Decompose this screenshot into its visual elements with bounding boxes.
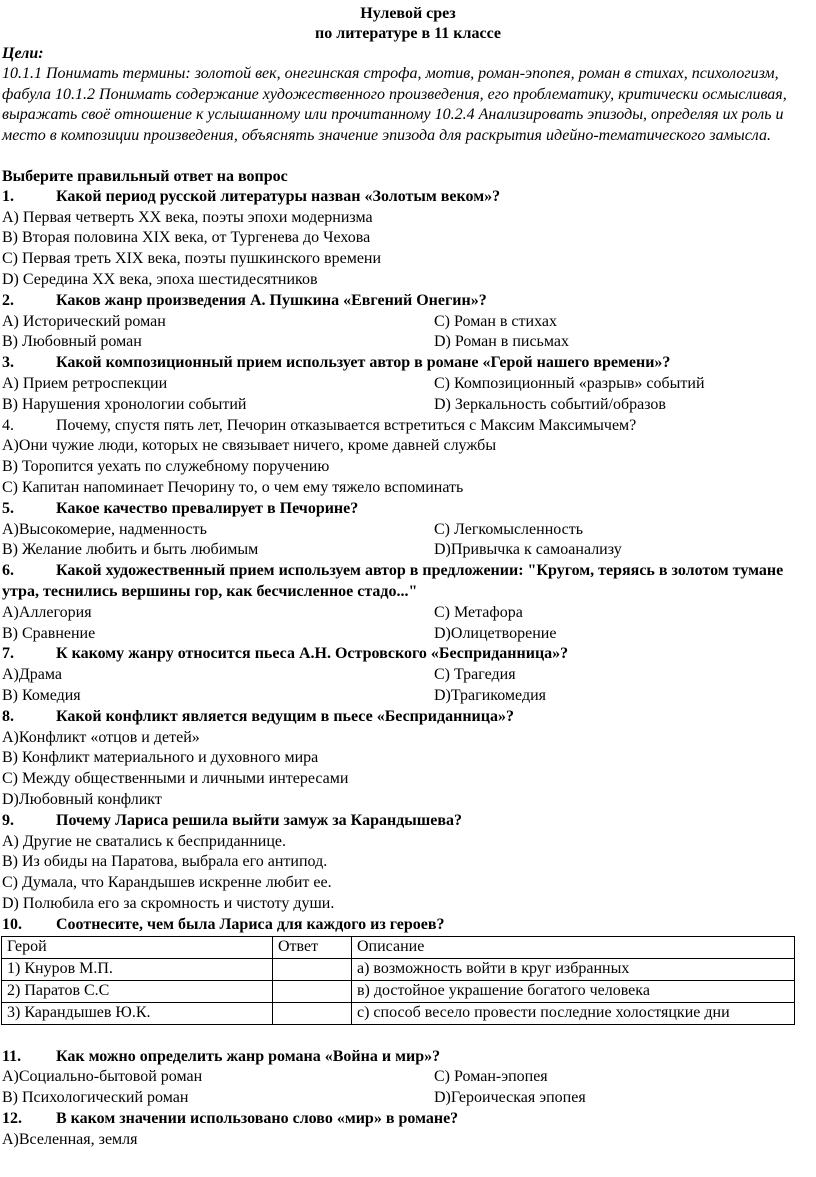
question-8 <box>0 707 816 728</box>
table-cell: 1) Кнуров М.П. <box>2 958 273 980</box>
answer-option: A)Высокомерие, надменность <box>2 520 207 538</box>
goals-text: 10.1.1 Понимать термины: золотой век, онегинская строфа, мотив, роман-эпопея, роман в стихах, психологизм, фабула 10.1.2 Понимать содержание художественного произведения, его проблематику, критически осмысливая, выражать своё отношение к услышанному или прочитанному 10.2.4 Анализировать эпизоды, определяя их роль и место в композиции произведения, объяснять значение эпизода для раскрытия идейно-тематического замысла. <box>2 65 787 145</box>
question-number: 3. <box>2 354 14 372</box>
question-text: Какой конфликт является ведущим в пьесе «Бесприданница»? <box>56 707 514 725</box>
question-text: Почему Лариса решила выйти замуж за Карандышева? <box>56 811 463 829</box>
answer-option: A)Вселенная, земля <box>2 1130 138 1148</box>
answer-option: C) Первая треть XIX века, поэты пушкинского времени <box>2 250 382 268</box>
answer-option: A) Прием ретроспекции <box>2 374 168 392</box>
answer-option: C) Трагедия <box>434 666 516 684</box>
answer-row <box>0 332 816 353</box>
question-number: 12. <box>2 1109 22 1127</box>
answer-option: B) Любовный роман <box>2 333 142 351</box>
question-text: Почему, спустя пять лет, Печорин отказывается встретиться с Максим Максимычем? <box>56 416 637 434</box>
answer-option: B) Комедия <box>2 686 81 704</box>
table-row <box>2 980 795 1002</box>
answer-option: A)Социально-бытовой роман <box>2 1068 203 1086</box>
question-text: Соотнесите, чем была Лариса для каждого из героев? <box>56 915 445 933</box>
question-text: Как можно определить жанр романа «Война и мир»? <box>56 1047 441 1065</box>
question-text: В каком значении использовано слово «мир» в романе? <box>56 1109 459 1127</box>
question-4 <box>0 416 816 437</box>
table-row <box>2 1002 795 1024</box>
question-number: 10. <box>2 915 22 933</box>
table-header-row <box>2 936 795 958</box>
question-number: 1. <box>2 187 14 205</box>
answer-option: B) Торопится уехать по служебному поручению <box>2 458 330 476</box>
answer-option: D)Олицетворение <box>434 624 557 642</box>
question-number: 7. <box>2 645 14 663</box>
answer-row <box>0 395 816 416</box>
answer-option: C) Легкомысленность <box>434 520 584 538</box>
document-subtitle: по литературе в 11 классе <box>315 25 501 42</box>
answer-option: C) Между общественными и личными интересами <box>2 770 349 788</box>
answer-option: D) Середина XX века, эпоха шестидесятников <box>2 271 318 288</box>
question-text: Какое качество превалирует в Печорине? <box>56 499 359 517</box>
answer-row <box>0 312 816 333</box>
question-10 <box>0 915 816 936</box>
answer-option: B) Нарушения хронологии событий <box>2 395 247 413</box>
table-cell: в) достойное украшение богатого человека <box>352 980 795 1002</box>
question-7 <box>0 644 816 665</box>
question-number: 4. <box>2 416 14 434</box>
answer-option: D) Полюбила его за скромность и чистоту души. <box>2 894 335 912</box>
answer-option: C) Метафора <box>434 603 523 621</box>
matching-table <box>1 936 795 1025</box>
question-text: Какой период русской литературы назван «Золотым веком»? <box>56 187 501 205</box>
question-text: Каков жанр произведения А. Пушкина «Евгений Онегин»? <box>56 291 487 309</box>
answer-option: A)Драма <box>2 666 63 684</box>
answer-option: B) Сравнение <box>2 624 96 642</box>
answer-row <box>0 520 816 541</box>
answer-option: C) Капитан напоминает Печорину то, о чем ему тяжело вспоминать <box>2 478 464 496</box>
answer-option: A)Они чужие люди, которых не связывает ничего, кроме давней службы <box>2 437 497 455</box>
question-text <box>2 561 816 603</box>
answer-row <box>0 540 816 561</box>
column-header: Описание <box>352 936 795 958</box>
answer-row <box>0 1088 816 1109</box>
answer-row <box>0 603 816 624</box>
document-title: Нулевой срез <box>360 5 456 22</box>
question-text: Какой композиционный прием использует автор в романе «Герой нашего времени»? <box>56 354 671 372</box>
answer-option: C) Роман в стихах <box>434 312 557 330</box>
table-cell: а) возможность войти в круг избранных <box>352 958 795 980</box>
table-row <box>2 958 795 980</box>
answer-option: D)Героическая эпопея <box>434 1089 586 1107</box>
answer-option: B) Желание любить и быть любимым <box>2 541 259 559</box>
answer-row <box>0 374 816 395</box>
question-number: 8. <box>2 707 14 725</box>
instruction: Выберите правильный ответ на вопрос <box>2 167 288 185</box>
table-cell: 2) Паратов С.С <box>2 980 273 1002</box>
question-number: 2. <box>2 291 14 309</box>
column-header: Ответ <box>273 936 352 958</box>
answer-option: C) Думала, что Карандышев искренне любит ее. <box>2 874 332 892</box>
question-6 <box>0 561 816 603</box>
question-5 <box>0 499 816 520</box>
answer-option: C) Композиционный «разрыв» событий <box>434 374 705 392</box>
answer-row <box>0 665 816 686</box>
question-12 <box>0 1109 816 1130</box>
question-number: 11. <box>2 1047 22 1065</box>
question-text-body: Какой художественный прием используем автор в предложении: "Кругом, теряясь в золотом тумане утра, теснились вершины гор, как бесчисленное стадо..." <box>2 562 784 600</box>
answer-option: A) Первая четверть XX века, поэты эпохи модернизма <box>2 208 373 226</box>
answer-option: A)Конфликт «отцов и детей» <box>2 728 200 746</box>
question-2 <box>0 291 816 312</box>
answer-option: A)Аллегория <box>2 603 92 621</box>
column-header: Герой <box>2 936 273 958</box>
answer-row <box>0 686 816 707</box>
answer-option: D)Любовный конфликт <box>2 790 162 808</box>
goals-heading: Цели: <box>2 45 44 62</box>
question-11 <box>0 1047 816 1068</box>
table-cell: с) способ весело провести последние холостяцкие дни <box>352 1002 795 1024</box>
question-1 <box>0 187 816 208</box>
answer-option: B) Вторая половина XIX века, от Тургенева до Чехова <box>2 229 371 247</box>
answer-row <box>0 624 816 645</box>
question-text: К какому жанру относится пьеса А.Н. Островского «Бесприданница»? <box>56 645 569 663</box>
question-3 <box>0 353 816 374</box>
answer-option: A) Исторический роман <box>2 312 166 330</box>
answer-option: D)Привычка к самоанализу <box>434 541 622 559</box>
answer-option: B) Психологический роман <box>2 1089 189 1107</box>
table-cell: 3) Карандышев Ю.К. <box>2 1002 273 1024</box>
answer-cell <box>273 958 352 980</box>
question-number: 9. <box>2 811 14 829</box>
question-9 <box>0 811 816 832</box>
answer-row <box>0 1067 816 1088</box>
answer-option: C) Роман-эпопея <box>434 1068 548 1086</box>
answer-option: D) Зеркальность событий/образов <box>434 395 666 413</box>
question-number: 5. <box>2 499 14 517</box>
answer-option: B) Из обиды на Паратова, выбрала его антипод. <box>2 853 328 871</box>
answer-option: D) Роман в письмах <box>434 333 569 351</box>
answer-cell <box>273 980 352 1002</box>
answer-option: A) Другие не сватались к бесприданнице. <box>2 832 287 850</box>
answer-option: D)Трагикомедия <box>434 686 547 704</box>
question-number: 6. <box>2 562 14 580</box>
answer-option: B) Конфликт материального и духовного мира <box>2 749 319 767</box>
answer-cell <box>273 1002 352 1024</box>
